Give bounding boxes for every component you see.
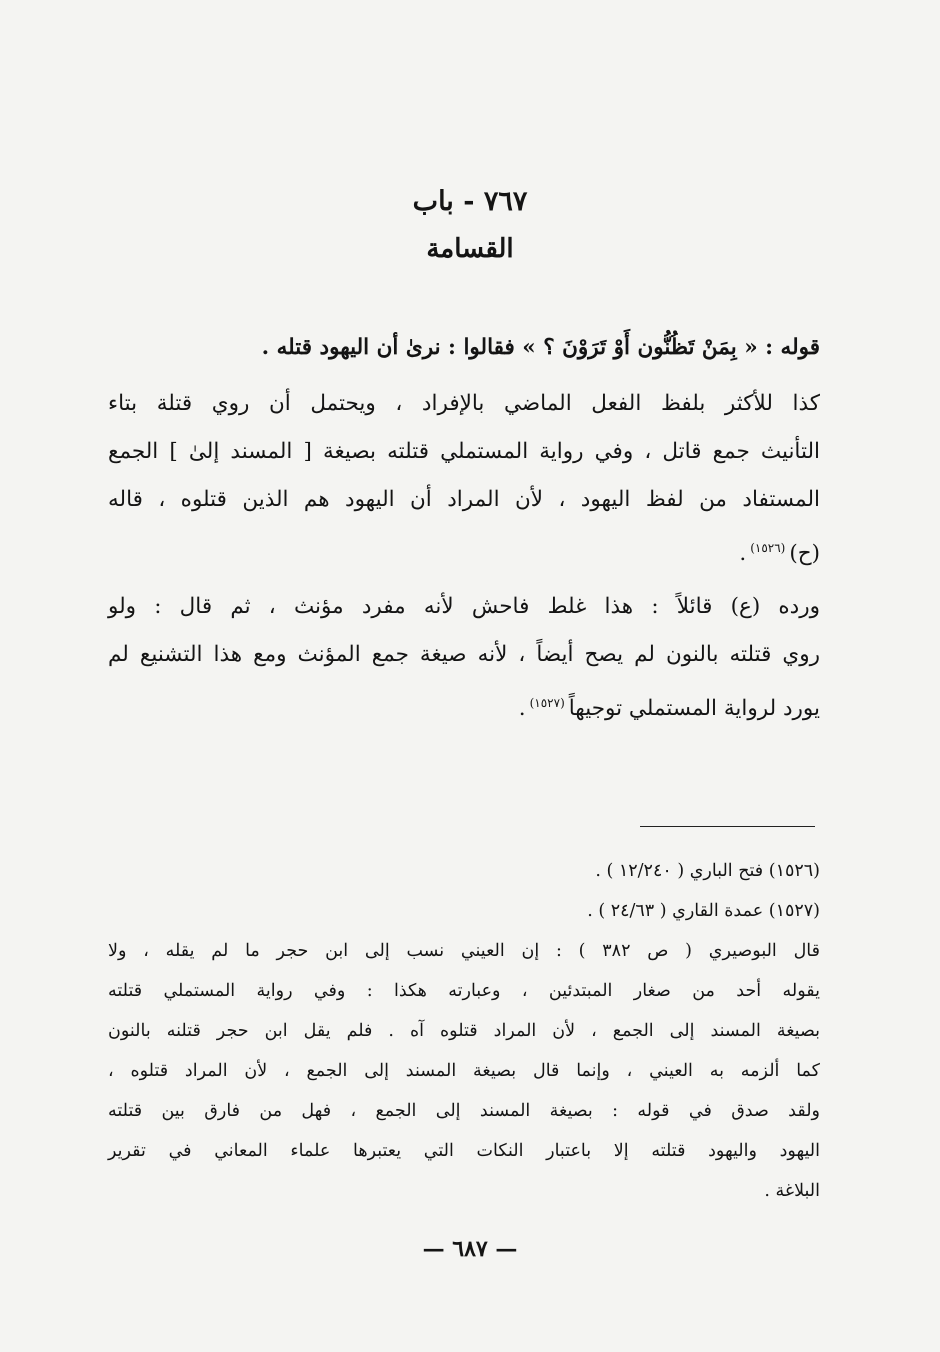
paragraph-1-line-3: المستفاد من لفظ اليهود ، لأن المراد أن اليهود هم الذين قتلوه ، قاله <box>108 487 820 512</box>
commentary-line-5: ولقد صدق في قوله : بصيغة المسند إلى الجمع ، فهل من فارق بين قتلته <box>108 1101 820 1121</box>
commentary-line-7: البلاغة . <box>764 1181 820 1201</box>
paragraph-1-line-1: كذا للأكثر بلفظ الفعل الماضي بالإفراد ، ويحتمل أن روي قتلة بتاء <box>108 391 820 416</box>
paragraph-1-source: (ح) <box>789 541 820 567</box>
footnote-1527: (١٥٢٧) عمدة القاري ( ٢٤/٦٣ ) . <box>587 901 820 921</box>
commentary-line-3: بصيغة المسند إلى الجمع ، لأن المراد قتلوه آه . فلم يقل ابن حجر قتلنه بالنون <box>108 1021 820 1041</box>
paragraph-2-line-2: روي قتلته بالنون لم يصح أيضاً ، لأنه صيغة جمع المؤنث ومع هذا التشنيع لم <box>108 642 820 667</box>
footnote-separator <box>640 826 815 827</box>
footnote-1526: (١٥٢٦) فتح الباري ( ١٢/٢٤٠ ) . <box>595 861 820 881</box>
paragraph-1-end: . <box>739 541 747 567</box>
commentary-line-2: يقوله أحد من صغار المبتدئين ، وعبارته هكذا : وفي رواية المستملي قتلته <box>108 981 820 1001</box>
commentary-line-4: كما ألزمه به العيني ، وإنما قال بصيغة المسند إلى الجمع ، لأن المراد قتلوه ، <box>108 1061 820 1081</box>
footnote-ref-1527: (١٥٢٧) <box>529 696 565 710</box>
commentary-line-6: اليهود واليهود قتلته إلا باعتبار النكات التي يعتبرها علماء المعاني في تقرير <box>108 1141 820 1161</box>
page-number: — ٦٨٧ — <box>422 1236 518 1262</box>
chapter-title: القسامة <box>426 234 514 264</box>
paragraph-2-last-text: يورد لرواية المستملي توجيهاً <box>568 696 820 722</box>
footnote-ref-1526: (١٥٢٦) <box>750 541 786 555</box>
paragraph-2-line-3 <box>519 688 820 724</box>
paragraph-2-line-1: ورده (ع) قائلاً : هذا غلط فاحش لأنه مفرد مؤنث ، ثم قال : ولو <box>108 594 820 619</box>
commentary-line-1: قال البوصيري ( ص ٣٨٢ ) : إن العيني نسب إلى ابن حجر ما لم يقله ، ولا <box>108 941 820 961</box>
paragraph-2-end: . <box>518 696 526 722</box>
paragraph-1-line-2: التأنيث جمع قاتل ، وفي رواية المستملي قتلته بصيغة [ المسند إلىٰ ] الجمع <box>108 439 821 464</box>
paragraph-1-line-4 <box>739 533 820 569</box>
quote-line: قوله : « بِمَنْ تَظُنُّون أَوْ تَرَوْنَ ؟ » فقالوا : نرىٰ أن اليهود قتله . <box>261 335 820 360</box>
chapter-number-title: ٧٦٧ - باب <box>412 186 528 217</box>
